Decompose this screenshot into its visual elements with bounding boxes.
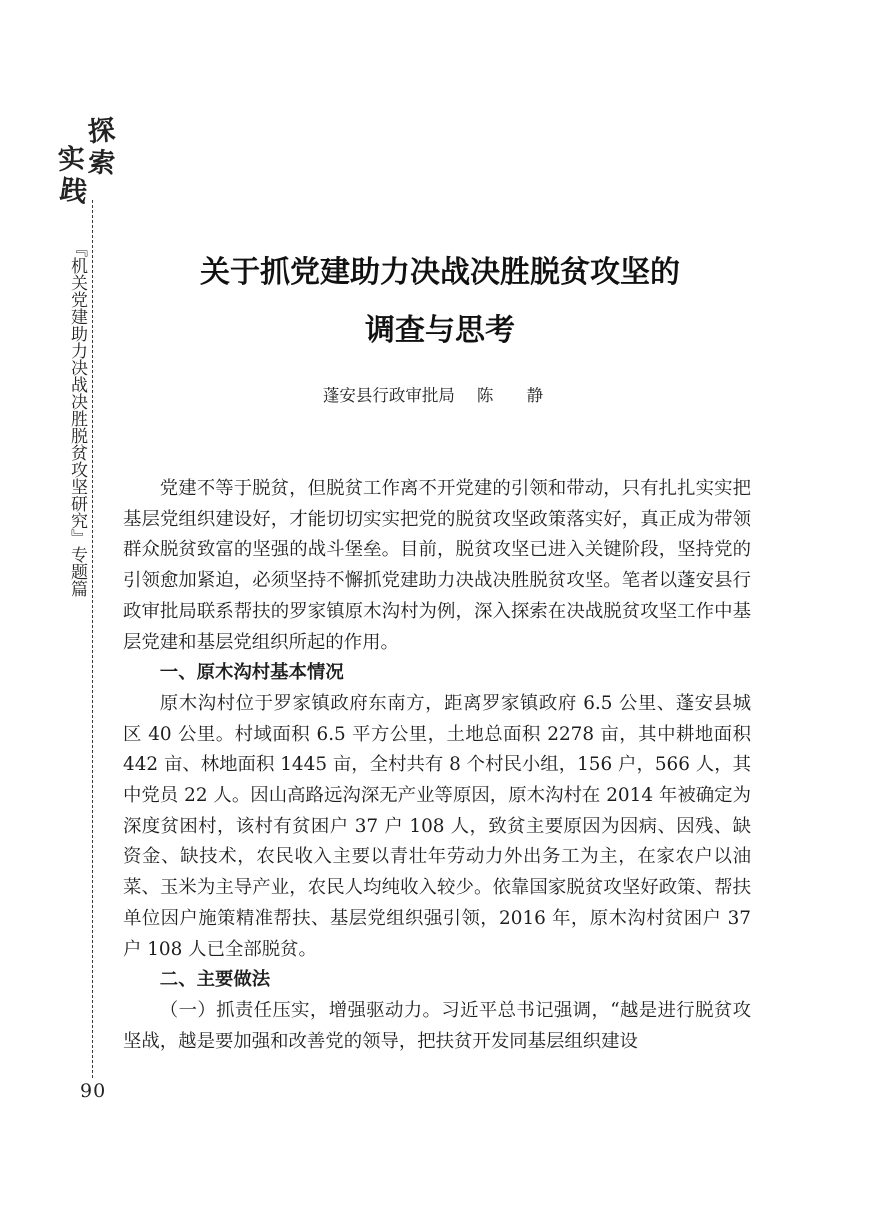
byline — [130, 382, 750, 406]
byline-author: 陈 静 — [476, 386, 558, 405]
series-title: 『机关党建助力决战决胜脱贫攻坚研究』专题篇 — [67, 240, 87, 597]
article-body — [123, 474, 751, 1057]
article-title — [130, 244, 750, 360]
title-line-1: 关于抓党建助力决战决胜脱贫攻坚的 — [200, 255, 680, 290]
intro-paragraph: 党建不等于脱贫，但脱贫工作离不开党建的引领和带动，只有扎扎实实把基层党组织建设好，才能切切实实把党的脱贫攻坚政策落实好，真正成为带领群众脱贫致富的坚强的战斗堡垒。目前，脱贫攻坚已进入关键阶段，坚持党的引领愈加紧迫，必须坚持不懈抓党建助力决战决胜脱贫攻坚。笔者以蓬安县行政审批局联系帮扶的罗家镇原木沟村为例，深入探索在决战脱贫攻坚工作中基层党建和基层党组织所起的作用。 — [123, 478, 751, 653]
column-logo — [56, 114, 120, 218]
margin-divider — [92, 200, 93, 1078]
title-line-2: 调查与思考 — [365, 313, 515, 348]
logo-char: 探 — [86, 114, 117, 149]
section1-paragraph: 原木沟村位于罗家镇政府东南方，距离罗家镇政府 6.5 公里、蓬安县城区 40 公里。村域面积 6.5 平方公里，土地总面积 2278 亩，其中耕地面积 442 亩、林地面积 1445 亩，全村共有 8 个村民小组，156 户，566 人，其中党员 22 人。因山高路远沟深无产业等原因，原木沟村在 2014 年被确定为深度贫困村，该村有贫困户 37 户 108 人，致贫主要原因为因病、因残、缺资金、缺技术，农民收入主要以青壮年劳动力外出务工为主，在家农户以油菜、玉米为主导产业，农民人均纯收入较少。依靠国家脱贫攻坚好政策、帮扶单位因户施策精准帮扶、基层党组织强引领，2016 年，原木沟村贫困户 37 户 108 人已全部脱贫。 — [123, 692, 751, 960]
subsection-text: 习近平总书记强调，“越是进行脱贫攻坚战，越是要加强和改善党的领导，把扶贫开发同基层组织建设 — [123, 999, 751, 1052]
logo-char: 实 — [56, 143, 87, 176]
section-heading-2: 二、主要做法 — [159, 969, 271, 991]
logo-char: 践 — [57, 174, 90, 209]
byline-org: 蓬安县行政审批局 — [322, 386, 455, 405]
section2-paragraph — [123, 996, 751, 1057]
page-number: 90 — [80, 1080, 107, 1102]
logo-char: 索 — [86, 147, 117, 180]
subsection-lead: （一）抓责任压实，增强驱动力。 — [159, 999, 442, 1021]
section-heading-1: 一、原木沟村基本情况 — [159, 662, 344, 684]
